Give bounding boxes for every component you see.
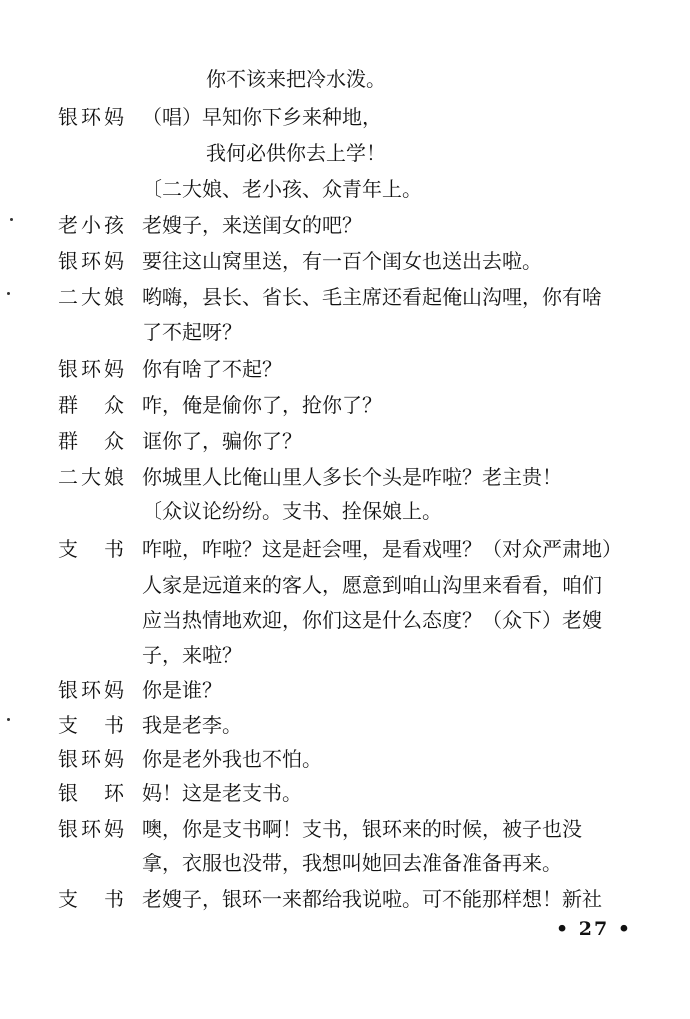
speaker-name: 支书 <box>58 887 124 911</box>
line-text: 我何必供你去上学！ <box>206 141 386 165</box>
line-text: （唱）早知你下乡来种地， <box>142 105 382 129</box>
speaker-name: 二大娘 <box>58 285 124 309</box>
speaker-name: 银环妈 <box>58 747 124 771</box>
page-number <box>556 918 632 940</box>
script-line <box>0 280 690 314</box>
line-text: 了不起呀？ <box>142 320 242 344</box>
line-text: 你是老外我也不怕。 <box>142 747 322 771</box>
scan-speck <box>10 218 13 221</box>
speaker-name: 群众 <box>58 393 124 417</box>
line-text: 〔众议论纷纷。支书、拴保娘上。 <box>142 499 442 523</box>
speaker-name: 支书 <box>58 713 124 737</box>
script-line <box>0 532 690 566</box>
line-text: 你有啥了不起？ <box>142 357 282 381</box>
line-text: 你是谁？ <box>142 678 222 702</box>
line-text: 咋啦，咋啦？这是赶会哩，是看戏哩？（对众严肃地） <box>142 537 622 561</box>
script-line <box>0 708 690 742</box>
script-line <box>0 100 690 134</box>
script-line <box>0 136 690 170</box>
script-line <box>0 568 690 602</box>
script-line <box>0 424 690 458</box>
speaker-name: 二大娘 <box>58 465 124 489</box>
line-text: 人家是远道来的客人，愿意到咱山沟里来看看，咱们 <box>142 573 602 597</box>
line-text: 子，来啦？ <box>142 643 242 667</box>
script-line <box>0 62 690 96</box>
script-line <box>0 673 690 707</box>
stage-direction <box>0 494 690 528</box>
scan-speck <box>7 718 10 721</box>
line-text: 你不该来把冷水泼。 <box>206 67 386 91</box>
script-line <box>0 742 690 776</box>
page-number-right-mark: • <box>617 918 633 940</box>
speaker-name: 银环妈 <box>58 105 124 129</box>
line-text: 应当热情地欢迎，你们这是什么态度？（众下）老嫂 <box>142 608 602 632</box>
line-text: 老嫂子，银环一来都给我说啦。可不能那样想！新社 <box>142 887 602 911</box>
script-line <box>0 244 690 278</box>
line-text: 老嫂子，来送闺女的吧？ <box>142 213 362 237</box>
script-line <box>0 208 690 242</box>
script-line <box>0 315 690 349</box>
stage-direction <box>0 172 690 206</box>
speaker-name: 银环妈 <box>58 817 124 841</box>
speaker-name: 银环妈 <box>58 678 124 702</box>
script-line <box>0 846 690 880</box>
line-text: 拿，衣服也没带，我想叫她回去准备准备再来。 <box>142 851 562 875</box>
line-text: 〔二大娘、老小孩、众青年上。 <box>142 177 422 201</box>
speaker-name: 银环 <box>58 781 124 805</box>
line-text: 你城里人比俺山里人多长个头是咋啦？老主贵！ <box>142 465 562 489</box>
speaker-name: 群众 <box>58 429 124 453</box>
line-text: 诓你了，骗你了？ <box>142 429 302 453</box>
script-line <box>0 812 690 846</box>
speaker-name: 支书 <box>58 537 124 561</box>
line-text: 咋，俺是偷你了，抢你了？ <box>142 393 382 417</box>
line-text: 我是老李。 <box>142 713 242 737</box>
speaker-name: 银环妈 <box>58 357 124 381</box>
script-line <box>0 603 690 637</box>
script-line <box>0 882 690 916</box>
speaker-name: 老小孩 <box>58 213 124 237</box>
script-line <box>0 638 690 672</box>
script-line <box>0 388 690 422</box>
speaker-name: 银环妈 <box>58 249 124 273</box>
line-text: 哟嗨，县长、省长、毛主席还看起俺山沟哩，你有啥 <box>142 285 602 309</box>
scan-speck <box>7 292 10 295</box>
page-number-value: 27 <box>578 918 610 940</box>
script-line <box>0 352 690 386</box>
page-number-left-mark: • <box>556 918 571 940</box>
script-line <box>0 776 690 810</box>
line-text: 妈！这是老支书。 <box>142 781 302 805</box>
script-line <box>0 460 690 494</box>
line-text: 噢，你是支书啊！支书，银环来的时候，被子也没 <box>142 817 582 841</box>
line-text: 要往这山窝里送，有一百个闺女也送出去啦。 <box>142 249 542 273</box>
